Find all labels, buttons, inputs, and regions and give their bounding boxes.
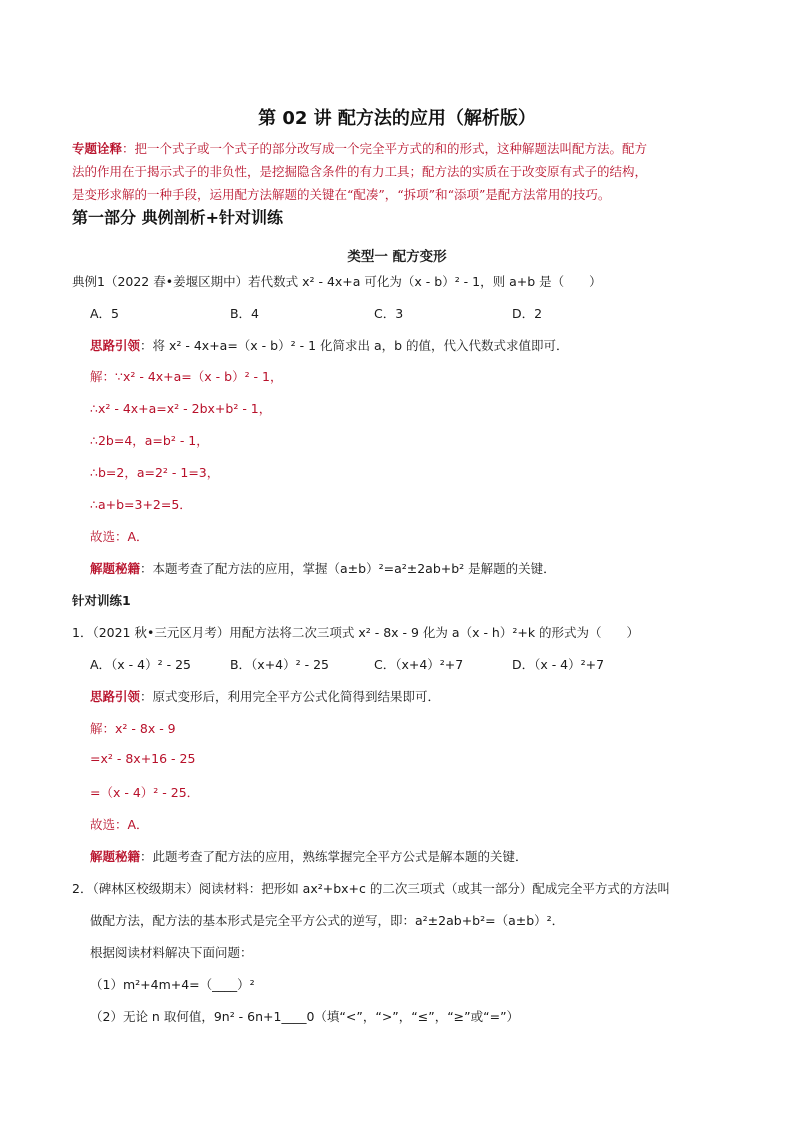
- type-heading: 类型一 配方变形: [347, 249, 447, 265]
- option-b: B．4: [229, 306, 260, 321]
- secret-label: 解题秘籍: [90, 561, 141, 576]
- example1-step-2: ∴x² - 4x+a=x² - 2bx+b² - 1，: [90, 401, 272, 416]
- example1-step-1: 解：∵x² - 4x+a=（x - b）² - 1，: [90, 369, 283, 384]
- option-a: A．（x - 4）² - 25: [90, 657, 191, 672]
- q1-options: [90, 655, 604, 673]
- q1-step-4: 故选：A．: [90, 817, 149, 832]
- example1-step-4: ∴b=2，a=2² - 1=3，: [90, 465, 220, 480]
- q1-step-3: =（x - 4）² - 25．: [90, 785, 200, 800]
- q1-hint: 思路引领：原式变形后，利用完全平方公式化简得到结果即可．: [90, 689, 441, 704]
- option-c: C．3: [373, 306, 404, 321]
- intro-line-2: 法的作用在于揭示式子的非负性，是挖掘隐含条件的有力工具；配方法的实质在于改变原有式子的结构，: [72, 164, 648, 179]
- secret-label: 解题秘籍: [90, 849, 141, 864]
- intro-line-3: 是变形求解的一种手段，运用配方法解题的关键在“配凑”，“拆项”和“添项”是配方法常用的技巧。: [72, 187, 611, 202]
- example1-hint: 思路引领：将 x² - 4x+a=（x - b）² - 1 化简求出 a，b 的值，代入代数式求值即可．: [90, 338, 569, 353]
- q2-sub-2: （2）无论 n 取何值，9n² - 6n+1____0（填“<”，“>”，“≤”，“≥”或“=”）: [90, 1009, 520, 1024]
- example1-step-3: ∴2b=4，a=b² - 1，: [90, 433, 209, 448]
- option-b: B．（x+4）² - 25: [229, 657, 330, 672]
- example1-step-6: 故选：A．: [90, 529, 149, 544]
- example1-secret: 解题秘籍：本题考查了配方法的应用，掌握（a±b）²=a²±2ab+b² 是解题的关键．: [90, 561, 556, 576]
- q2-line-1: 2．（碑林区校级期末）阅读材料：把形如 ax²+bx+c 的二次三项式（或其一部分）配成完全平方式的方法叫: [72, 881, 670, 896]
- option-a: A．5: [90, 306, 120, 321]
- example1-step-5: ∴a+b=3+2=5．: [90, 497, 192, 512]
- page-title: 第 02 讲 配方法的应用（解析版）: [258, 108, 536, 129]
- q2-line-2: 做配方法，配方法的基本形式是完全平方公式的逆写，即：a²±2ab+b²=（a±b）²．: [90, 913, 565, 928]
- q1-step-1: 解：x² - 8x - 9: [90, 721, 176, 736]
- q1-secret: 解题秘籍：此题考查了配方法的应用，熟练掌握完全平方公式是解本题的关键．: [90, 849, 528, 864]
- option-c: C．（x+4）²+7: [373, 657, 464, 672]
- option-d: D．2: [511, 306, 543, 321]
- example1-stem: 典例1（2022 春•姜堰区期中）若代数式 x² - 4x+a 可化为（x - b）² - 1，则 a+b 是（ ）: [72, 274, 602, 289]
- q2-line-3: 根据阅读材料解决下面问题：: [90, 945, 253, 960]
- example1-options: [90, 304, 542, 322]
- intro-label: 专题诠释: [72, 141, 123, 156]
- part-heading: 第一部分 典例剖析+针对训练: [72, 208, 283, 227]
- hint-label: 思路引领: [90, 689, 141, 704]
- topic-intro: [72, 137, 728, 206]
- q1-step-2: =x² - 8x+16 - 25: [90, 751, 196, 766]
- training-heading: 针对训练1: [72, 593, 131, 608]
- q1-stem: 1．（2021 秋•三元区月考）用配方法将二次三项式 x² - 8x - 9 化为 a（x - h）²+k 的形式为（ ）: [72, 625, 640, 640]
- q2-sub-1: （1）m²+4m+4=（____）²: [90, 977, 255, 992]
- hint-label: 思路引领: [90, 338, 141, 353]
- intro-line-1: 专题诠释：把一个式子或一个式子的部分改写成一个完全平方式的和的形式，这种解题法叫配方法。配方: [72, 141, 648, 156]
- option-d: D．（x - 4）²+7: [511, 657, 605, 672]
